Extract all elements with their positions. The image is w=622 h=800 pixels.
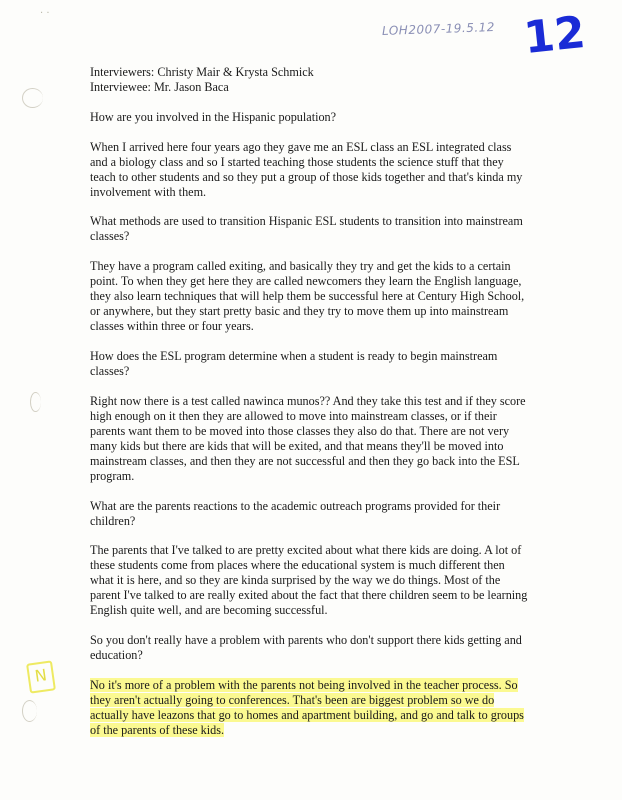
question-4: What are the parents reactions to the academic outreach programs provided for their children? bbox=[90, 498, 501, 528]
interview-metadata bbox=[90, 65, 530, 95]
archive-id-annotation: LOH2007-19.5.12 bbox=[381, 20, 496, 38]
hole-punch-mark bbox=[22, 88, 43, 108]
answer-3: Right now there is a test called nawinca munos?? And they take this test and if they score high enough on it then they are allowed to move into mainstream classes, or if their parents want them to be moved into those classes they also do that. There are not very many kids but there are kids that will be exited, and that means they'll be moved into mainstream classes, and then they are not successful and then they go back into the ESL program. bbox=[90, 393, 526, 483]
handwritten-page-number: 12 bbox=[521, 6, 588, 65]
hole-punch-mark bbox=[22, 700, 37, 722]
transcript-body bbox=[90, 65, 530, 753]
answer-2: They have a program called exiting, and basically they try and get the kids to a certain point. To when they get here they are called newcomers they learn the English language, they also learn techniques that will help them be successful here at Century High School, or anywhere, but they start pretty basic and they try to move them up into mainstream classes within three or four years. bbox=[90, 259, 525, 334]
answer-5-highlighted bbox=[90, 678, 530, 738]
answer-4: The parents that I've talked to are pretty excited about what there kids are doing. A lot of these students come from places where the educational system is much different then what it is here, and so they are kinda surprised by the way we do things. Most of the parent I've talked to are really exited about the fact that there children seem to be learning English quite well, and are becoming successful. bbox=[90, 543, 528, 618]
interviewee-line: Interviewee: Mr. Jason Baca bbox=[90, 80, 229, 94]
question-3: How does the ESL program determine when a student is ready to begin mainstream classes? bbox=[90, 348, 498, 378]
highlighted-passage: No it's more of a problem with the parents not being involved in the teacher process. So they aren't actually going to conferences. That's been are biggest problem so we do actually have leazons that go to homes and apartment building, and go and talk to groups of the parents of these kids. bbox=[90, 677, 524, 737]
scan-speck: · · bbox=[40, 8, 50, 19]
question-5: So you don't really have a problem with parents who don't support there kids getting and education? bbox=[90, 633, 522, 663]
hole-punch-mark bbox=[30, 392, 41, 412]
highlighter-margin-mark: N bbox=[26, 660, 56, 693]
interviewers-line: Interviewers: Christy Mair & Krysta Schmick bbox=[90, 65, 314, 79]
answer-1: When I arrived here four years ago they gave me an ESL class an ESL integrated class and a biology class and so I started teaching those students the science stuff that they teach to other students and so they put a group of those kids together and that's kinda my involvement with them. bbox=[90, 139, 523, 199]
question-1: How are you involved in the Hispanic population? bbox=[90, 109, 337, 124]
question-2: What methods are used to transition Hispanic ESL students to transition into mainstream classes? bbox=[90, 214, 523, 244]
